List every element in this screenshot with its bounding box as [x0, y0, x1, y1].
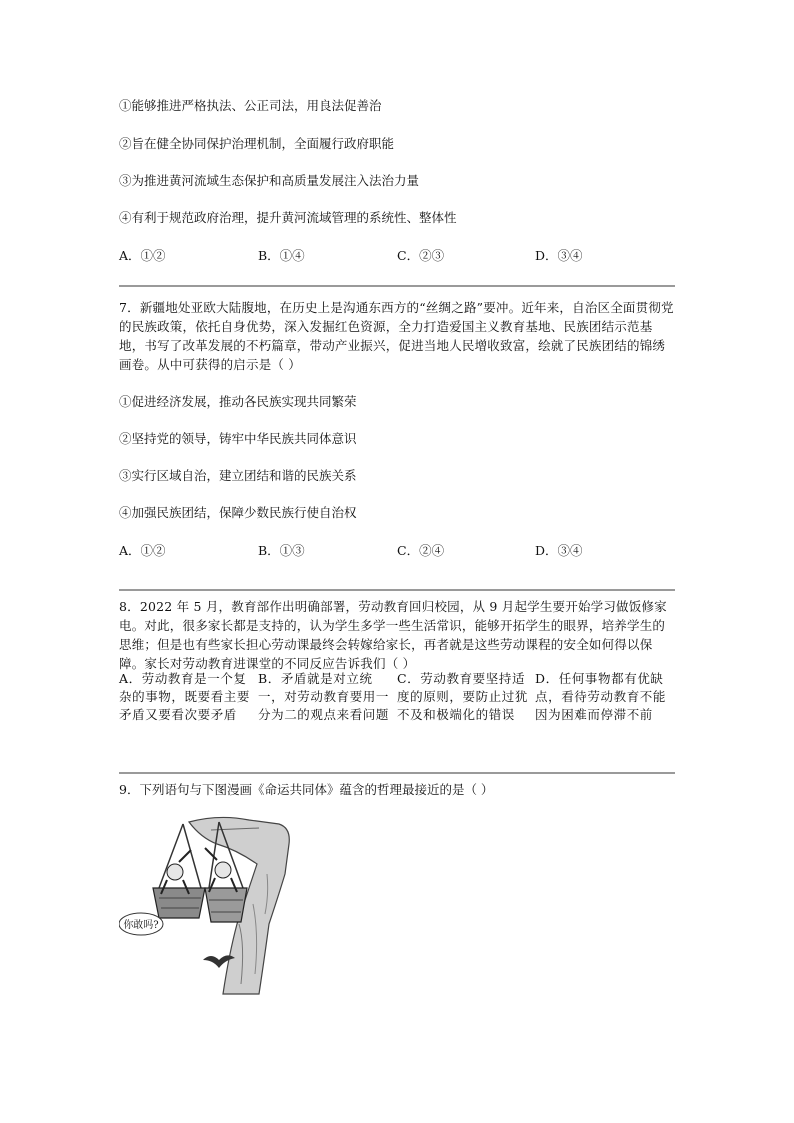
q7-statement-2: ②坚持党的领导，铸牢中华民族共同体意识: [119, 431, 357, 446]
q8-options: [119, 670, 679, 750]
q6-statement-3: ③为推进黄河流域生态保护和高质量发展注入法治力量: [119, 173, 420, 188]
q6-option-d[interactable]: D．③④: [535, 248, 583, 263]
q6-option-a[interactable]: A．①②: [119, 248, 166, 263]
q8-option-d[interactable]: D．任何事物都有优缺点，看待劳动教育不能因为困难而停滞不前: [535, 671, 667, 722]
q7-option-b[interactable]: B．①③: [258, 543, 305, 558]
q7-option-c[interactable]: C．②④: [397, 543, 445, 558]
comic-illustration: [119, 814, 297, 998]
comic-speech-bubble: 你敢吗?: [123, 920, 159, 931]
q7-statement-1: ①促进经济发展，推动各民族实现共同繁荣: [119, 394, 357, 409]
q6-option-b[interactable]: B．①④: [258, 248, 305, 263]
q8-stem: 8．2022 年 5 月，教育部作出明确部署，劳动教育回归校园，从 9 月起学生要开始学习做饭修家电。对此，很多家长都是支持的，认为学生多学一些生活常识，能够开拓学生的眼界，培养学生的思维；但是也有些家长担心劳动课最终会转嫁给家长，再者就是这些劳动课程的安全如何得以保障。家长对劳动教育进课堂的不同反应告诉我们（ ）: [119, 599, 667, 671]
q6-options: [119, 246, 679, 264]
q8-option-c[interactable]: C．劳动教育要坚持适度的原则，要防止过犹不及和极端化的错误: [397, 671, 529, 722]
q6-option-c[interactable]: C．②③: [397, 248, 445, 263]
q7-statement-4: ④加强民族团结，保障少数民族行使自治权: [119, 505, 357, 520]
divider: [119, 285, 675, 287]
q8-option-a[interactable]: A．劳动教育是一个复杂的事物，既要看主要矛盾又要看次要矛盾: [119, 671, 251, 722]
q6-statement-4: ④有利于规范政府治理，提升黄河流域管理的系统性、整体性: [119, 210, 457, 225]
q7-option-d[interactable]: D．③④: [535, 543, 583, 558]
q7-option-a[interactable]: A．①②: [119, 543, 166, 558]
q6-statement-2: ②旨在健全协同保护治理机制，全面履行政府职能: [119, 136, 395, 151]
q7-options: [119, 541, 679, 559]
q6-statement-1: ①能够推进严格执法、公正司法，用良法促善治: [119, 98, 382, 113]
q7-stem: 7．新疆地处亚欧大陆腹地，在历史上是沟通东西方的“丝绸之路”要冲。近年来，自治区全面贯彻党的民族政策，依托自身优势，深入发掘红色资源，全力打造爱国主义教育基地、民族团结示范基地，书写了改革发展的不朽篇章，带动产业振兴，促进当地人民增收致富，绘就了民族团结的锦绣画卷。从中可获得的启示是（ ）: [119, 300, 674, 372]
divider: [119, 772, 675, 774]
divider: [119, 589, 675, 591]
q7-statement-3: ③实行区域自治，建立团结和谐的民族关系: [119, 468, 357, 483]
q8-option-b[interactable]: B．矛盾就是对立统一，对劳动教育要用一分为二的观点来看问题: [258, 671, 390, 722]
q9-stem: 9．下列语句与下图漫画《命运共同体》蕴含的哲理最接近的是（ ）: [119, 782, 494, 797]
comic-drawing: [119, 814, 297, 998]
